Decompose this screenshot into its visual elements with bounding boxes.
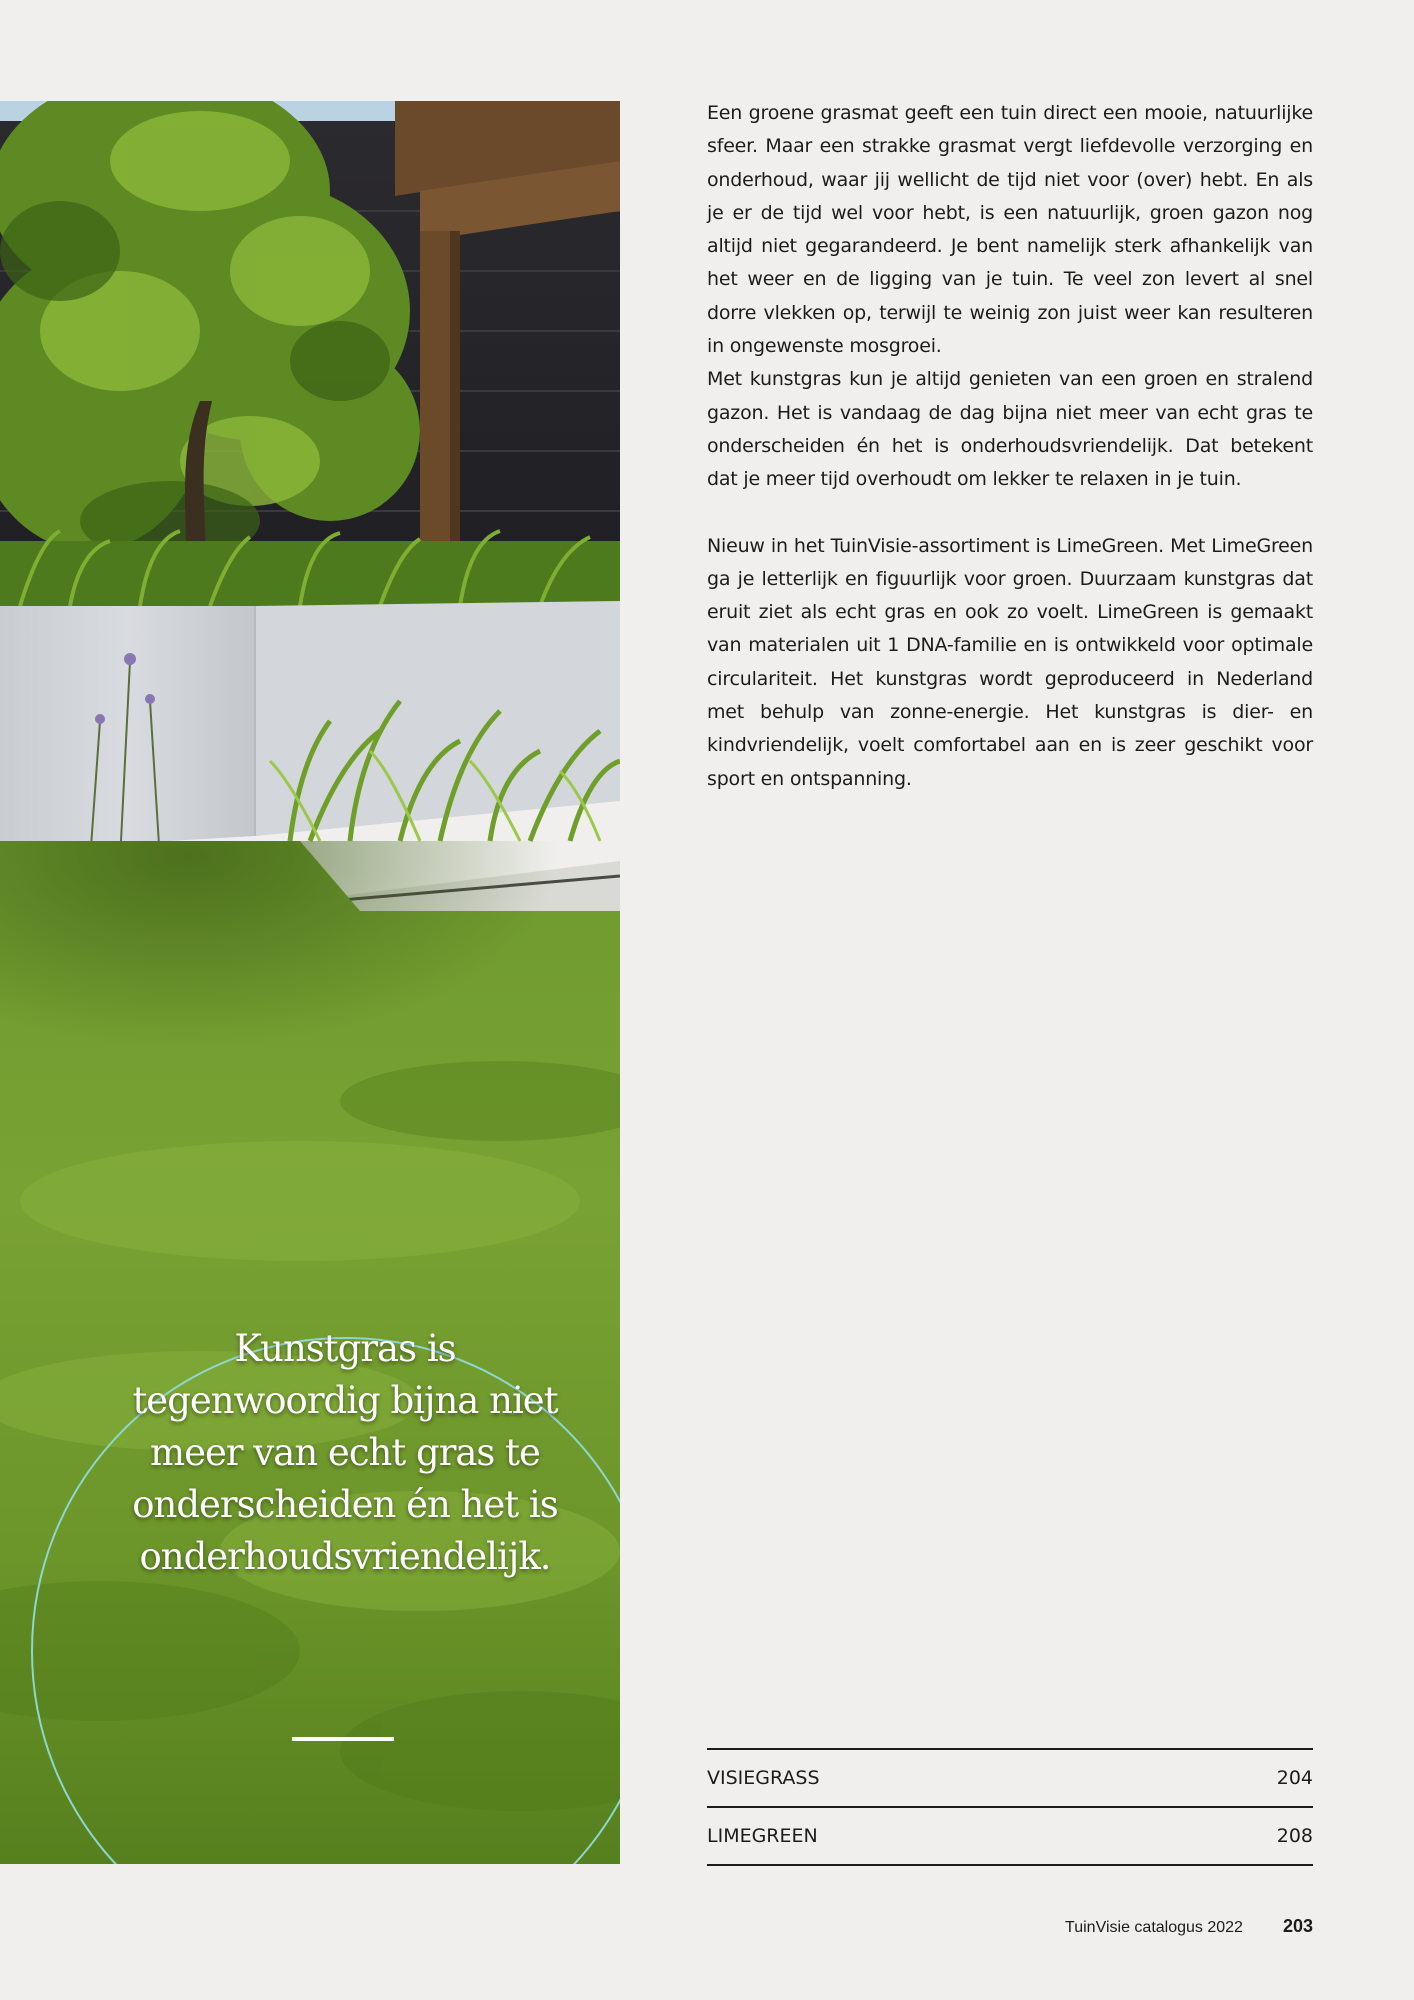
index-page: 208: [1276, 1825, 1313, 1847]
garden-scene-illustration: [0, 101, 620, 1864]
quote-underline: [292, 1737, 394, 1741]
index-row-limegreen[interactable]: [707, 1808, 1313, 1866]
pull-quote: Kunstgras is tegenwoordig bijna niet meer van echt gras te onderscheiden én het is onderhoudsvriendelijk.: [132, 1327, 558, 1578]
index-label: LIMEGREEN: [707, 1825, 818, 1847]
paragraph-limegreen: Nieuw in het TuinVisie-assortiment is LimeGreen. Met LimeGreen ga je letterlijk en figuurlijk voor groen. Duurzaam kunstgras dat eruit ziet als echt gras en ook zo voelt. LimeGreen is gemaakt van materialen uit 1 DNA-familie en is ontwikkeld voor optimale circulariteit. Het kunstgras wordt geproduceerd in Nederland met behulp van zonne-energie. Het kunstgras is dier- en kindvriendelijk, voelt comfortabel aan en is zeer geschikt voor sport en ontspanning.: [707, 534, 1313, 790]
paragraph-intro: Een groene grasmat geeft een tuin direct een mooie, natuurlijke sfeer. Maar een strakke grasmat vergt liefdevolle verzorging en onderhoud, waar jij wellicht de tijd niet voor (over) hebt. En als je er de tijd wel voor hebt, is een natuurlijk, groen gazon nog altijd niet gegarandeerd. Je bent namelijk sterk afhankelijk van het weer en de ligging van je tuin. Te veel zon levert al snel dorre vlekken op, terwijl te weinig zon juist weer kan resulteren in ongewenste mosgroei.: [707, 102, 1313, 358]
garden-photo: [0, 101, 620, 1864]
index-row-visiegrass[interactable]: [707, 1750, 1313, 1808]
page-number: 203: [1282, 1916, 1313, 1936]
publication-name: TuinVisie catalogus 2022: [1065, 1919, 1243, 1936]
page-footer: [1065, 1916, 1313, 1937]
index-page: 204: [1276, 1767, 1313, 1789]
product-index: [707, 1748, 1313, 1866]
index-label: VISIEGRASS: [707, 1767, 820, 1789]
article-body: [707, 97, 1313, 796]
paragraph-artificial-grass: Met kunstgras kun je altijd genieten van een groen en stralend gazon. Het is vandaag de dag bijna niet meer van echt gras te onderscheiden én het is onderhoudsvriendelijk. Dat betekent dat je meer tijd overhoudt om lekker te relaxen in je tuin.: [707, 368, 1313, 491]
